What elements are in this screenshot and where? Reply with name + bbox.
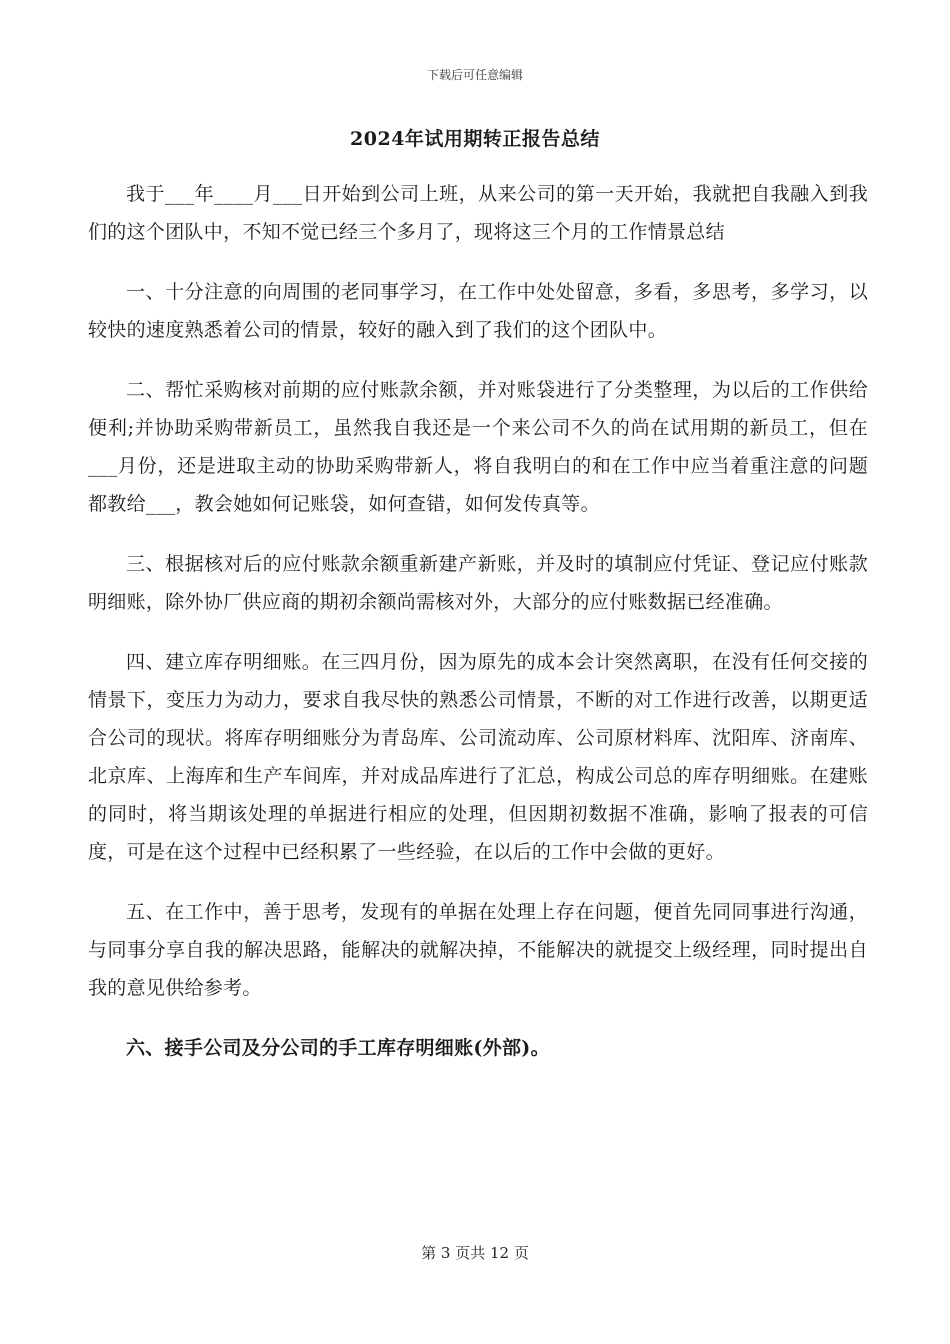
page-header-note: 下载后可任意编辑 xyxy=(426,68,523,82)
document-body xyxy=(88,175,868,1089)
paragraph-item-5: 五、在工作中，善于思考，发现有的单据在处理上存在问题，便首先同同事进行沟通，与同事分享自我的解决思路，能解决的就解决掉，不能解决的就提交上级经理，同时提出自我的意见供给参考。 xyxy=(88,901,868,999)
paragraph-item-4: 四、建立库存明细账。在三四月份，因为原先的成本会计突然离职，在没有任何交接的情景下，变压力为动力，要求自我尽快的熟悉公司情景，不断的对工作进行改善，以期更适合公司的现状。将库存明细账分为青岛库、公司流动库、公司原材料库、沈阳库、济南库、北京库、上海库和生产车间库，并对成品库进行了汇总，构成公司总的库存明细账。在建账的同时，将当期该处理的单据进行相应的处理，但因期初数据不准确，影响了报表的可信度，可是在这个过程中已经积累了一些经验，在以后的工作中会做的更好。 xyxy=(88,651,868,863)
document-title: 2024年试用期转正报告总结 xyxy=(350,128,600,150)
paragraph-item-2: 二、帮忙采购核对前期的应付账款余额，并对账袋进行了分类整理，为以后的工作供给便利;并协助采购带新员工，虽然我自我还是一个来公司不久的尚在试用期的新员工，但在___月份，还是进取主动的协助采购带新人，将自我明白的和在工作中应当着重注意的问题都教给___，教会她如何记账袋，如何查错，如何发传真等。 xyxy=(88,379,868,515)
paragraph-item-6: 六、接手公司及分公司的手工库存明细账(外部)。 xyxy=(126,1037,550,1059)
paragraph-item-1: 一、十分注意的向周围的老同事学习，在工作中处处留意，多看，多思考，多学习，以较快的速度熟悉着公司的情景，较好的融入到了我们的这个团队中。 xyxy=(88,281,868,341)
paragraph-item-3: 三、根据核对后的应付账款余额重新建产新账，并及时的填制应付凭证、登记应付账款明细账，除外协厂供应商的期初余额尚需核对外，大部分的应付账数据已经准确。 xyxy=(88,553,868,613)
paragraph-intro: 我于___年____月___日开始到公司上班，从来公司的第一天开始，我就把自我融入到我们的这个团队中，不知不觉已经三个多月了，现将这三个月的工作情景总结 xyxy=(88,183,868,243)
page-number: 第 3 页共 12 页 xyxy=(421,1244,529,1262)
